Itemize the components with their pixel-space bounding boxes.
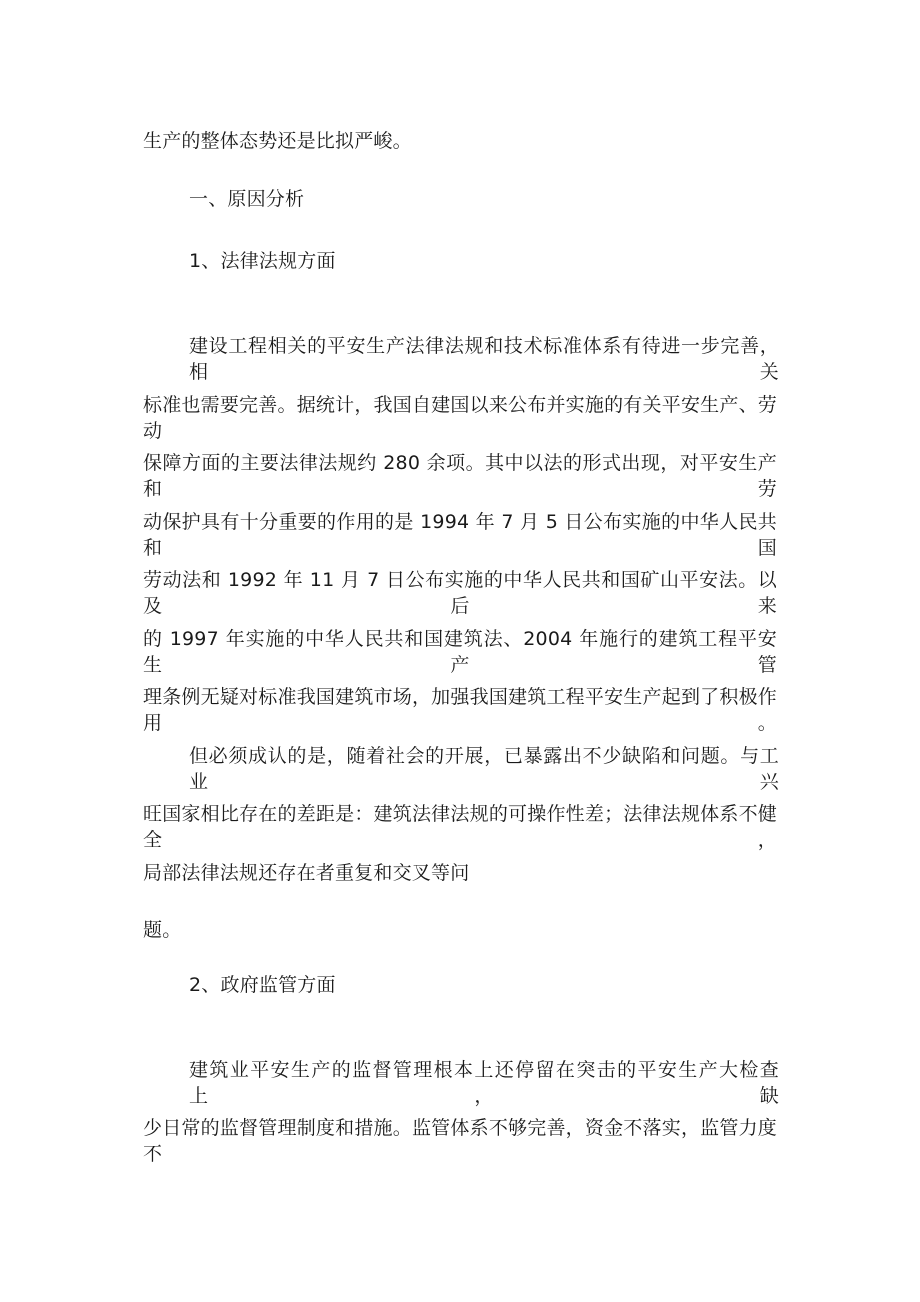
- subsection-heading: 1、法律法规方面: [189, 250, 336, 272]
- paragraph-line: 保障方面的主要法律法规约 280 余项。其中以法的形式出现，对平安生产和劳: [143, 452, 777, 500]
- section-heading: 一、原因分析: [189, 188, 305, 210]
- paragraph-line: 局部法律法规还存在者重复和交叉等问: [143, 862, 470, 884]
- text-line: 生产的整体态势还是比拟严峻。: [143, 130, 412, 152]
- paragraph-line: 建筑业平安生产的监督管理根本上还停留在突击的平安生产大检查上，缺: [189, 1059, 779, 1107]
- paragraph-line: 但必须成认的是，随着社会的开展，已暴露出不少缺陷和问题。与工业兴: [189, 745, 779, 793]
- paragraph-line: 理条例无疑对标准我国建筑市场，加强我国建筑工程平安生产起到了积极作用。: [143, 686, 777, 734]
- paragraph-line: 建设工程相关的平安生产法律法规和技术标准体系有待进一步完善，相关: [189, 335, 779, 383]
- paragraph-line: 劳动法和 1992 年 11 月 7 日公布实施的中华人民共和国矿山平安法。以及后来: [143, 569, 777, 617]
- paragraph-line: 动保护具有十分重要的作用的是 1994 年 7 月 5 日公布实施的中华人民共和国: [143, 511, 777, 559]
- paragraph-line: 少日常的监督管理制度和措施。监管体系不够完善，资金不落实，监管力度不: [143, 1117, 777, 1165]
- paragraph-line: 标准也需要完善。据统计，我国自建国以来公布并实施的有关平安生产、劳动: [143, 394, 777, 442]
- paragraph-line: 旺国家相比存在的差距是：建筑法律法规的可操作性差；法律法规体系不健全，: [143, 803, 777, 851]
- paragraph-line: 题。: [143, 919, 182, 941]
- subsection-heading: 2、政府监管方面: [189, 974, 336, 996]
- paragraph-line: 的 1997 年实施的中华人民共和国建筑法、2004 年施行的建筑工程平安生产管: [143, 628, 777, 676]
